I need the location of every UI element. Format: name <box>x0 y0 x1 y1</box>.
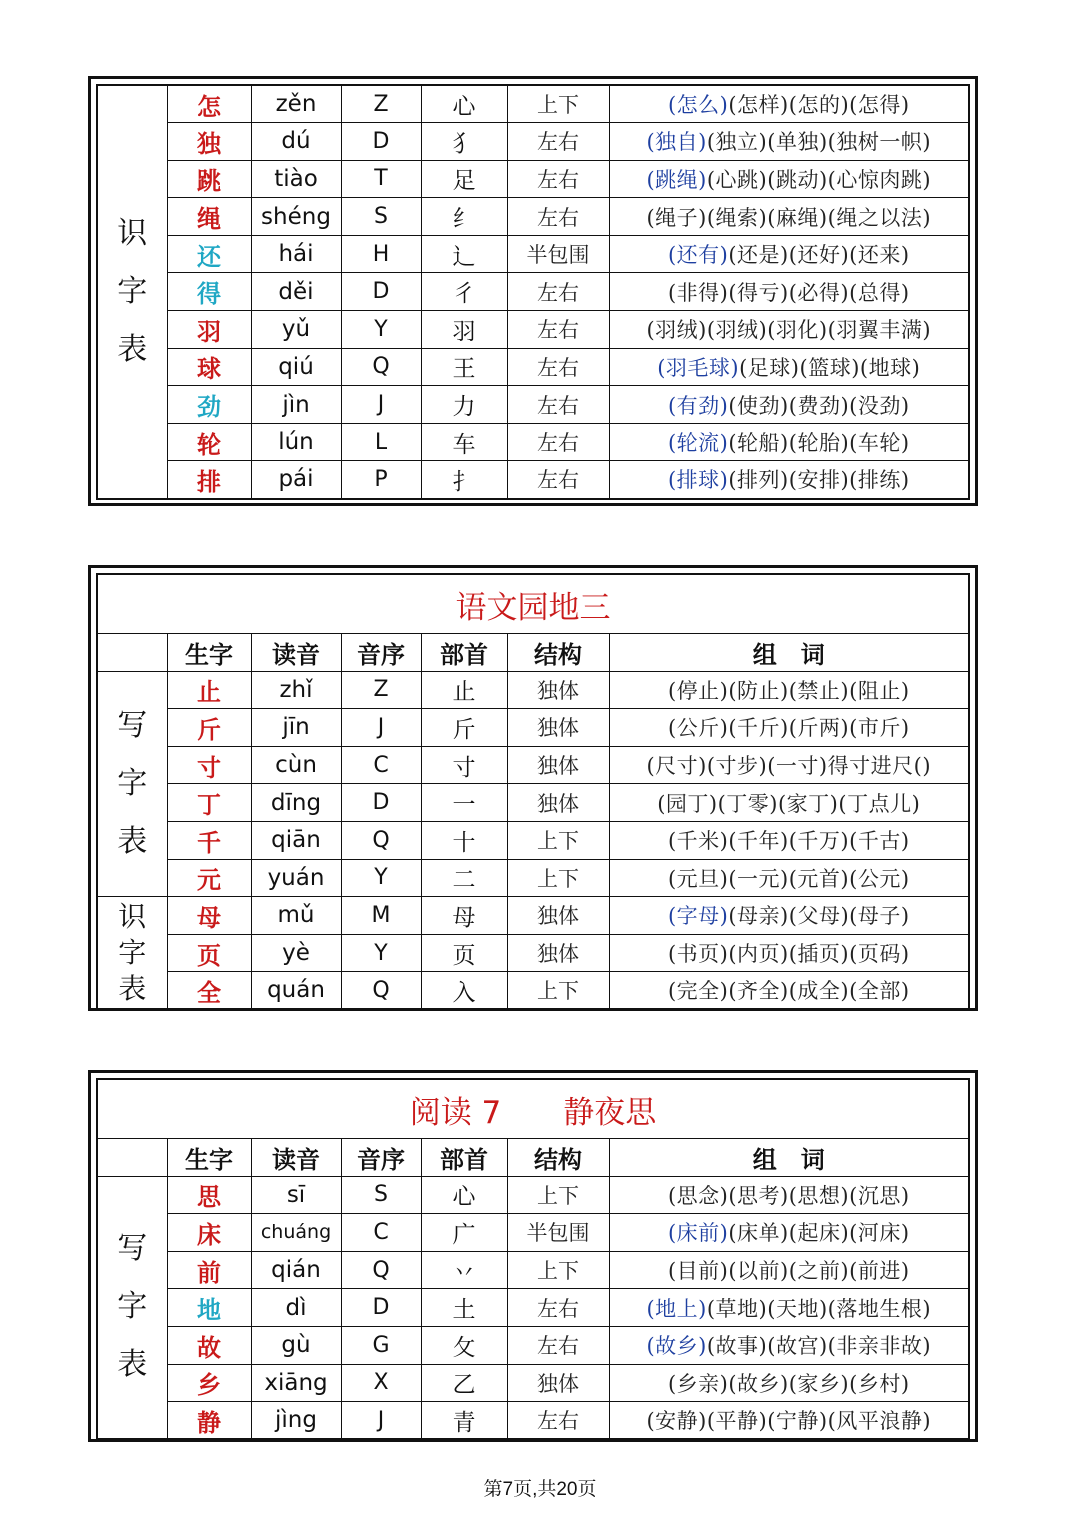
structure-cell: 半包围 <box>507 235 609 273</box>
pinyin-cell: yuán <box>251 859 341 897</box>
table-row <box>97 784 969 822</box>
pinyin-cell: qiān <box>251 821 341 859</box>
words-highlight: (轮流) <box>667 431 729 456</box>
index-cell: P <box>341 461 421 499</box>
radical-cell: 斤 <box>421 709 507 747</box>
index-cell: T <box>341 160 421 198</box>
pinyin-cell: sī <box>251 1176 341 1214</box>
table-row <box>97 1251 969 1289</box>
char-cell: 前 <box>167 1251 251 1289</box>
table-row <box>97 198 969 236</box>
pinyin-cell: jìng <box>251 1402 341 1440</box>
words-rest: (独立)(单独)(独树一帜) <box>706 130 932 155</box>
radical-cell: 一 <box>421 784 507 822</box>
structure-cell: 独体 <box>507 784 609 822</box>
char-cell: 绳 <box>167 198 251 236</box>
header-index: 音序 <box>341 634 421 672</box>
section-label-text: 识字表 <box>117 215 148 367</box>
char-cell: 怎 <box>167 85 251 123</box>
pinyin-cell: dīng <box>251 784 341 822</box>
pinyin-cell: cùn <box>251 746 341 784</box>
words-rest: (足球)(篮球)(地球) <box>739 355 921 380</box>
table-row <box>97 934 969 972</box>
words-cell <box>609 972 969 1010</box>
radical-cell: 止 <box>421 671 507 709</box>
index-cell: D <box>341 273 421 311</box>
words-highlight: (羽毛球) <box>657 355 740 380</box>
char-cell: 页 <box>167 934 251 972</box>
index-cell: Q <box>341 972 421 1010</box>
section-label-text: 识字表 <box>118 899 147 1005</box>
char-cell: 静 <box>167 1402 251 1440</box>
header-radical: 部首 <box>421 634 507 672</box>
words-highlight: (排球) <box>667 468 729 493</box>
words-cell <box>609 461 969 499</box>
table-3-title: 阅读 7 静夜思 <box>97 1079 969 1139</box>
page-footer: 第7页,共20页 <box>483 1479 597 1500</box>
words-rest: (非得)(得亏)(必得)(总得) <box>667 280 910 305</box>
pinyin-cell: pái <box>251 461 341 499</box>
pinyin-cell: zěn <box>251 85 341 123</box>
index-cell: X <box>341 1364 421 1402</box>
structure-cell: 左右 <box>507 123 609 161</box>
header-structure: 结构 <box>507 634 609 672</box>
structure-cell: 上下 <box>507 1176 609 1214</box>
words-highlight: (有劲) <box>667 393 729 418</box>
radical-cell: 足 <box>421 160 507 198</box>
words-cell <box>609 85 969 123</box>
radical-cell: 力 <box>421 386 507 424</box>
radical-cell: 纟 <box>421 198 507 236</box>
structure-cell: 左右 <box>507 160 609 198</box>
header-words: 组 词 <box>609 634 969 672</box>
char-cell: 独 <box>167 123 251 161</box>
words-rest: (安静)(平静)(宁静)(风平浪静) <box>646 1409 932 1434</box>
radical-cell: 犭 <box>421 123 507 161</box>
char-cell: 劲 <box>167 386 251 424</box>
words-rest: (公斤)(千斤)(斤两)(市斤) <box>667 716 910 741</box>
index-cell: S <box>341 1176 421 1214</box>
char-cell: 跳 <box>167 160 251 198</box>
char-cell: 寸 <box>167 746 251 784</box>
pinyin-cell: děi <box>251 273 341 311</box>
table-2-grid <box>96 573 970 1010</box>
index-cell: Q <box>341 821 421 859</box>
words-rest: (绳子)(绳索)(麻绳)(绳之以法) <box>646 205 932 230</box>
words-cell <box>609 897 969 935</box>
pinyin-cell: lún <box>251 423 341 461</box>
char-cell: 排 <box>167 461 251 499</box>
index-cell: C <box>341 746 421 784</box>
words-cell <box>609 160 969 198</box>
words-cell <box>609 1289 969 1327</box>
section-label-text: 写字表 <box>117 1231 148 1383</box>
header-index: 音序 <box>341 1139 421 1177</box>
words-cell <box>609 709 969 747</box>
words-highlight: (床前) <box>667 1221 729 1246</box>
radical-cell: 王 <box>421 348 507 386</box>
char-cell: 地 <box>167 1289 251 1327</box>
char-cell: 还 <box>167 235 251 273</box>
words-rest: (使劲)(费劲)(没劲) <box>728 393 910 418</box>
words-cell <box>609 311 969 349</box>
words-highlight: (跳绳) <box>646 167 707 192</box>
table-row <box>97 235 969 273</box>
words-cell <box>609 859 969 897</box>
radical-cell: 彳 <box>421 273 507 311</box>
words-rest: (书页)(内页)(插页)(页码) <box>667 942 910 967</box>
pinyin-cell: yǔ <box>251 311 341 349</box>
words-cell <box>609 123 969 161</box>
pinyin-cell: mǔ <box>251 897 341 935</box>
pinyin-cell: yè <box>251 934 341 972</box>
index-cell: Z <box>341 671 421 709</box>
radical-cell: 寸 <box>421 746 507 784</box>
header-char: 生字 <box>167 634 251 672</box>
radical-cell: 车 <box>421 423 507 461</box>
structure-cell: 上下 <box>507 859 609 897</box>
words-rest: (排列)(安排)(排练) <box>728 468 910 493</box>
radical-cell: 乙 <box>421 1364 507 1402</box>
pinyin-cell: hái <box>251 235 341 273</box>
table-row <box>97 859 969 897</box>
structure-cell: 上下 <box>507 972 609 1010</box>
structure-cell: 独体 <box>507 1364 609 1402</box>
table-row <box>97 972 969 1010</box>
pinyin-cell: jīn <box>251 709 341 747</box>
pinyin-cell: gù <box>251 1326 341 1364</box>
char-cell: 止 <box>167 671 251 709</box>
words-highlight: (独自) <box>646 130 707 155</box>
table-row <box>97 160 969 198</box>
char-cell: 球 <box>167 348 251 386</box>
words-rest: (母亲)(父母)(母子) <box>728 904 910 929</box>
words-rest: (思念)(思考)(思想)(沉思) <box>667 1183 910 1208</box>
words-rest: (元旦)(一元)(元首)(公元) <box>667 866 910 891</box>
table-row <box>97 1289 969 1327</box>
words-cell <box>609 1251 969 1289</box>
structure-cell: 上下 <box>507 821 609 859</box>
radical-cell: 心 <box>421 85 507 123</box>
words-rest: (轮船)(轮胎)(车轮) <box>728 431 910 456</box>
words-rest: (草地)(天地)(落地生根) <box>706 1296 932 1321</box>
header-blank <box>97 1139 167 1177</box>
pinyin-cell: qiú <box>251 348 341 386</box>
words-cell <box>609 235 969 273</box>
radical-cell: 入 <box>421 972 507 1010</box>
radical-cell: 页 <box>421 934 507 972</box>
radical-cell: 青 <box>421 1402 507 1440</box>
table-row <box>97 1176 969 1214</box>
table-row <box>97 709 969 747</box>
header-radical: 部首 <box>421 1139 507 1177</box>
char-cell: 元 <box>167 859 251 897</box>
index-cell: C <box>341 1214 421 1252</box>
words-rest: (羽绒)(羽绒)(羽化)(羽翼丰满) <box>646 318 932 343</box>
section-label <box>97 1176 167 1439</box>
table-row <box>97 311 969 349</box>
radical-cell: 丷 <box>421 1251 507 1289</box>
structure-cell: 独体 <box>507 934 609 972</box>
table-row <box>97 348 969 386</box>
section-label-text: 写字表 <box>117 707 148 859</box>
radical-cell: 十 <box>421 821 507 859</box>
radical-cell: 攵 <box>421 1326 507 1364</box>
words-rest: (心跳)(跳动)(心惊肉跳) <box>706 167 932 192</box>
table-1 <box>88 76 978 506</box>
words-rest: (床单)(起床)(河床) <box>728 1221 910 1246</box>
words-rest: (乡亲)(故乡)(家乡)(乡村) <box>667 1371 910 1396</box>
pinyin-cell: jìn <box>251 386 341 424</box>
structure-cell: 左右 <box>507 348 609 386</box>
table-row <box>97 746 969 784</box>
words-rest: (园丁)(丁零)(家丁)(丁点儿) <box>657 791 921 816</box>
words-cell <box>609 198 969 236</box>
words-cell <box>609 934 969 972</box>
table-row <box>97 386 969 424</box>
index-cell: J <box>341 386 421 424</box>
section-label <box>97 85 167 499</box>
index-cell: J <box>341 1402 421 1440</box>
table-2 <box>88 565 978 1011</box>
words-cell <box>609 1214 969 1252</box>
words-highlight: (故乡) <box>646 1334 707 1359</box>
structure-cell: 左右 <box>507 386 609 424</box>
words-rest: (怎样)(怎的)(怎得) <box>728 93 910 118</box>
structure-cell: 上下 <box>507 85 609 123</box>
char-cell: 全 <box>167 972 251 1010</box>
table-row <box>97 1326 969 1364</box>
section-label <box>97 897 167 1010</box>
table-1-grid <box>96 84 970 500</box>
index-cell: Z <box>341 85 421 123</box>
radical-cell: 母 <box>421 897 507 935</box>
index-cell: L <box>341 423 421 461</box>
index-cell: Y <box>341 934 421 972</box>
structure-cell: 独体 <box>507 671 609 709</box>
table-row <box>97 671 969 709</box>
char-cell: 丁 <box>167 784 251 822</box>
radical-cell: 辶 <box>421 235 507 273</box>
table-row <box>97 821 969 859</box>
table-row <box>97 273 969 311</box>
radical-cell: 扌 <box>421 461 507 499</box>
section-label <box>97 671 167 897</box>
pinyin-cell: shéng <box>251 198 341 236</box>
words-highlight: (字母) <box>667 904 729 929</box>
words-highlight: (地上) <box>646 1296 707 1321</box>
char-cell: 羽 <box>167 311 251 349</box>
index-cell: H <box>341 235 421 273</box>
char-cell: 故 <box>167 1326 251 1364</box>
radical-cell: 心 <box>421 1176 507 1214</box>
words-cell <box>609 348 969 386</box>
index-cell: M <box>341 897 421 935</box>
radical-cell: 二 <box>421 859 507 897</box>
header-pinyin: 读音 <box>251 1139 341 1177</box>
words-cell <box>609 671 969 709</box>
char-cell: 轮 <box>167 423 251 461</box>
words-cell <box>609 1402 969 1440</box>
structure-cell: 左右 <box>507 198 609 236</box>
words-rest: (目前)(以前)(之前)(前进) <box>667 1259 910 1284</box>
char-cell: 乡 <box>167 1364 251 1402</box>
index-cell: D <box>341 123 421 161</box>
char-cell: 得 <box>167 273 251 311</box>
words-highlight: (怎么) <box>667 93 729 118</box>
header-pinyin: 读音 <box>251 634 341 672</box>
table-3 <box>88 1070 978 1442</box>
table-2-title: 语文园地三 <box>97 574 969 634</box>
index-cell: D <box>341 1289 421 1327</box>
table-row <box>97 85 969 123</box>
index-cell: G <box>341 1326 421 1364</box>
radical-cell: 广 <box>421 1214 507 1252</box>
char-cell: 千 <box>167 821 251 859</box>
words-cell <box>609 821 969 859</box>
index-cell: Y <box>341 859 421 897</box>
table-row <box>97 123 969 161</box>
words-highlight: (还有) <box>667 243 729 268</box>
structure-cell: 半包围 <box>507 1214 609 1252</box>
words-cell <box>609 1326 969 1364</box>
index-cell: Q <box>341 348 421 386</box>
pinyin-cell: tiào <box>251 160 341 198</box>
index-cell: S <box>341 198 421 236</box>
pinyin-cell: quán <box>251 972 341 1010</box>
structure-cell: 独体 <box>507 746 609 784</box>
pinyin-cell: qián <box>251 1251 341 1289</box>
words-cell <box>609 386 969 424</box>
structure-cell: 左右 <box>507 273 609 311</box>
index-cell: J <box>341 709 421 747</box>
pinyin-cell: zhǐ <box>251 671 341 709</box>
pinyin-cell: dú <box>251 123 341 161</box>
words-rest: (尺寸)(寸步)(一寸)得寸进尺() <box>646 754 932 779</box>
index-cell: Q <box>341 1251 421 1289</box>
header-words: 组 词 <box>609 1139 969 1177</box>
words-rest: (千米)(千年)(千万)(千古) <box>667 829 910 854</box>
words-cell <box>609 746 969 784</box>
words-cell <box>609 423 969 461</box>
table-row <box>97 1364 969 1402</box>
words-cell <box>609 1176 969 1214</box>
structure-cell: 左右 <box>507 1402 609 1440</box>
table-row <box>97 461 969 499</box>
words-cell <box>609 1364 969 1402</box>
header-structure: 结构 <box>507 1139 609 1177</box>
table-row <box>97 1402 969 1440</box>
char-cell: 床 <box>167 1214 251 1252</box>
structure-cell: 左右 <box>507 423 609 461</box>
structure-cell: 左右 <box>507 461 609 499</box>
radical-cell: 羽 <box>421 311 507 349</box>
words-cell <box>609 784 969 822</box>
table-3-grid <box>96 1078 970 1440</box>
structure-cell: 上下 <box>507 1251 609 1289</box>
table-row <box>97 423 969 461</box>
words-rest: (停止)(防止)(禁止)(阻止) <box>667 678 910 703</box>
pinyin-cell: dì <box>251 1289 341 1327</box>
char-cell: 思 <box>167 1176 251 1214</box>
radical-cell: 土 <box>421 1289 507 1327</box>
char-cell: 斤 <box>167 709 251 747</box>
pinyin-cell: chuáng <box>251 1214 341 1252</box>
pinyin-cell: xiāng <box>251 1364 341 1402</box>
structure-cell: 独体 <box>507 709 609 747</box>
table-row <box>97 1214 969 1252</box>
header-blank <box>97 634 167 672</box>
structure-cell: 左右 <box>507 311 609 349</box>
words-rest: (故事)(故宫)(非亲非故) <box>706 1334 932 1359</box>
words-rest: (还是)(还好)(还来) <box>728 243 910 268</box>
table-row <box>97 897 969 935</box>
structure-cell: 独体 <box>507 897 609 935</box>
index-cell: Y <box>341 311 421 349</box>
header-char: 生字 <box>167 1139 251 1177</box>
index-cell: D <box>341 784 421 822</box>
words-cell <box>609 273 969 311</box>
structure-cell: 左右 <box>507 1326 609 1364</box>
words-rest: (完全)(齐全)(成全)(全部) <box>667 979 910 1004</box>
structure-cell: 左右 <box>507 1289 609 1327</box>
char-cell: 母 <box>167 897 251 935</box>
